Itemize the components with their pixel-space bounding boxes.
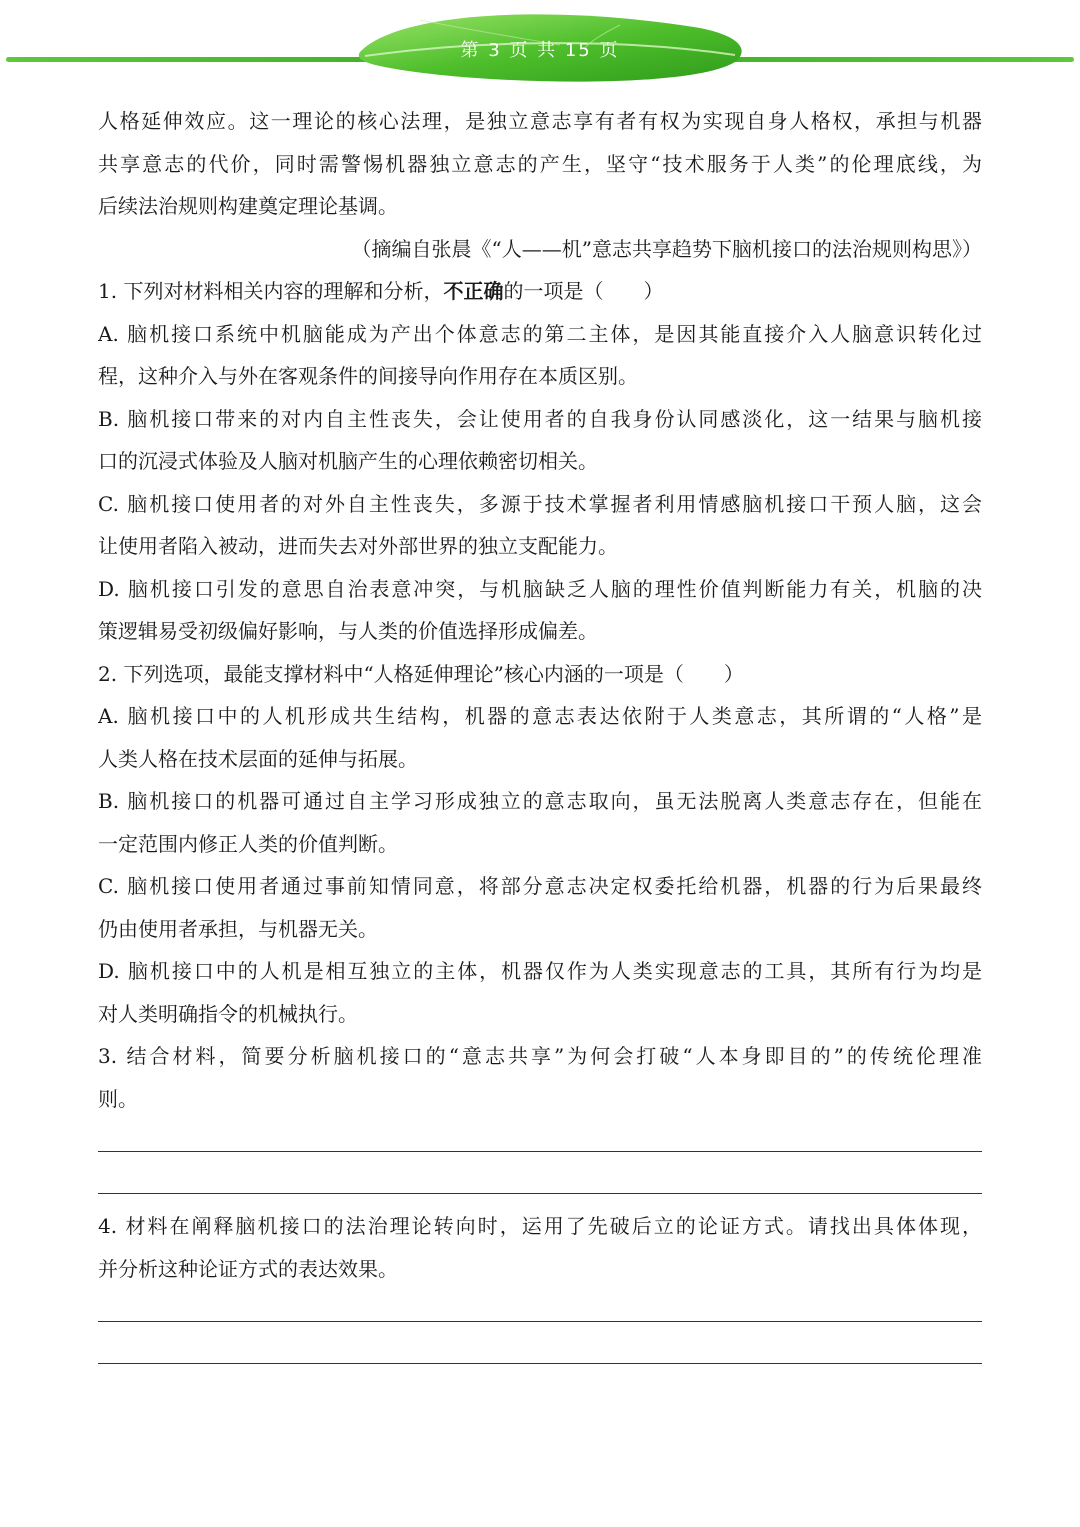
- option-line: C. 脑机接口使用者通过事前知情同意，将部分意志决定权委托给机器，机器的行为后果最终: [98, 874, 982, 898]
- question-2-stem: 2. 下列选项，最能支撑材料中“人格延伸理论”核心内涵的一项是（ ）: [98, 661, 744, 686]
- question-1-option-c: [98, 483, 982, 568]
- question-1-option-d: [98, 568, 982, 653]
- option-line: 对人类明确指令的机械执行。: [98, 1001, 358, 1026]
- question-1-option-a: [98, 313, 982, 398]
- question-4-line: 并分析这种论证方式的表达效果。: [98, 1256, 398, 1281]
- question-1-emphasis: 不正确: [443, 279, 504, 303]
- answer-line: [98, 1321, 982, 1322]
- question-1-stem: [98, 270, 982, 313]
- passage-line: 后续法治规则构建奠定理论基调。: [98, 194, 398, 218]
- question-2-option-c: [98, 865, 982, 950]
- question-1-option-b: [98, 398, 982, 483]
- document-body: [98, 100, 982, 1120]
- option-line: 程，这种介入与外在客观条件的间接导向作用存在本质区别。: [98, 364, 638, 388]
- question-1-prefix: 1. 下列对材料相关内容的理解和分析，: [98, 279, 444, 303]
- passage-source: （摘编自张晨《“人——机”意志共享趋势下脑机接口的法治规则构思》）: [351, 236, 982, 261]
- question-2-option-a: [98, 695, 982, 780]
- option-line: B. 脑机接口带来的对内自主性丧失，会让使用者的自我身份认同感淡化，这一结果与脑机接: [98, 406, 982, 431]
- answer-line: [98, 1151, 982, 1152]
- page-header: [0, 0, 1080, 90]
- option-line: B. 脑机接口的机器可通过自主学习形成独立的意志取向，虽无法脱离人类意志存在，但能在: [98, 789, 982, 813]
- answer-line: [98, 1193, 982, 1194]
- option-line: 一定范围内修正人类的价值判断。: [98, 831, 398, 856]
- option-line: 人类人格在技术层面的延伸与拓展。: [98, 746, 418, 771]
- question-3-line: 则。: [98, 1086, 138, 1111]
- passage-line: 共享意志的代价，同时需警惕机器独立意志的产生，坚守“技术服务于人类”的伦理底线，为: [98, 151, 982, 176]
- question-2-option-b: [98, 780, 982, 865]
- option-line: C. 脑机接口使用者的对外自主性丧失，多源于技术掌握者利用情感脑机接口干预人脑，这会: [98, 491, 982, 516]
- option-line: 策逻辑易受初级偏好影响，与人类的价值选择形成偏差。: [98, 619, 598, 643]
- question-4: [98, 1205, 982, 1290]
- option-line: A. 脑机接口中的人机形成共生结构，机器的意志表达依附于人类意志，其所谓的“人格”是: [98, 704, 982, 728]
- question-1-suffix: 的一项是（ ）: [503, 279, 664, 303]
- page-number: 第 3 页 共 15 页: [460, 40, 620, 61]
- option-line: 仍由使用者承担，与机器无关。: [98, 916, 378, 941]
- answer-line: [98, 1363, 982, 1364]
- option-line: A. 脑机接口系统中机脑能成为产出个体意志的第二主体，是因其能直接介入人脑意识转化过: [98, 321, 982, 346]
- passage-line: 人格延伸效应。这一理论的核心法理，是独立意志享有者有权为实现自身人格权，承担与机器: [98, 109, 982, 133]
- question-3: [98, 1035, 982, 1120]
- option-line: D. 脑机接口引发的意思自治表意冲突，与机脑缺乏人脑的理性价值判断能力有关，机脑的决: [98, 576, 982, 601]
- question-3-line: 3. 结合材料，简要分析脑机接口的“意志共享”为何会打破“人本身即目的”的传统伦理准: [98, 1044, 982, 1068]
- option-line: 口的沉浸式体验及人脑对机脑产生的心理依赖密切相关。: [98, 449, 598, 473]
- question-4-line: 4. 材料在阐释脑机接口的法治理论转向时，运用了先破后立的论证方式。请找出具体体现，: [98, 1214, 982, 1238]
- option-line: D. 脑机接口中的人机是相互独立的主体，机器仅作为人类实现意志的工具，其所有行为均是: [98, 959, 982, 983]
- option-line: 让使用者陷入被动，进而失去对外部世界的独立支配能力。: [98, 534, 618, 558]
- question-2-option-d: [98, 950, 982, 1035]
